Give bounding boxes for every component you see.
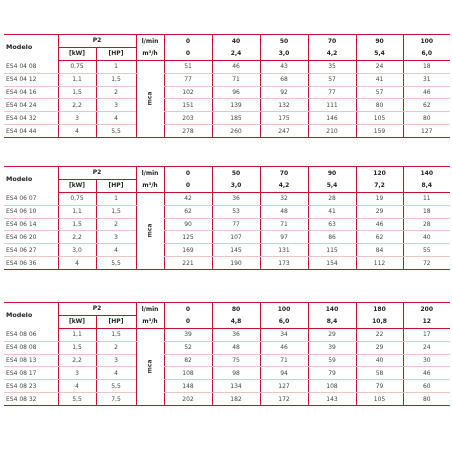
power-kw: 4	[58, 380, 96, 393]
head-value: 71	[260, 218, 308, 231]
head-value: 28	[308, 192, 356, 205]
power-hp: 4	[96, 367, 136, 380]
model-code: ES4 06 10	[4, 205, 58, 218]
flow-lmin: 90	[356, 35, 403, 48]
head-value: 98	[212, 367, 260, 380]
table-row	[4, 231, 450, 244]
head-value: 28	[403, 218, 450, 231]
pump-table-es4-06	[4, 166, 450, 270]
header-kw: [kW]	[58, 179, 96, 192]
table-row	[4, 380, 450, 393]
head-value: 63	[308, 218, 356, 231]
head-value: 62	[403, 99, 450, 112]
head-value: 151	[164, 99, 212, 112]
header-kw: [kW]	[58, 315, 96, 328]
head-value: 115	[308, 244, 356, 257]
head-value: 59	[308, 354, 356, 367]
model-code: ES4 06 36	[4, 257, 58, 270]
header-p2: P2	[58, 35, 136, 48]
power-kw: 1,1	[58, 205, 96, 218]
head-value: 154	[308, 257, 356, 270]
head-value: 19	[356, 192, 403, 205]
power-hp: 1,5	[96, 73, 136, 86]
table-row	[4, 354, 450, 367]
power-kw: 1,1	[58, 73, 96, 86]
power-hp: 2	[96, 86, 136, 99]
flow-m3h: 8,4	[308, 315, 356, 328]
head-value: 39	[308, 341, 356, 354]
head-value: 202	[164, 393, 212, 406]
power-hp: 4	[96, 244, 136, 257]
table-row	[4, 73, 450, 86]
head-value: 29	[356, 205, 403, 218]
table-row	[4, 99, 450, 112]
head-value: 71	[260, 354, 308, 367]
power-kw: 3	[58, 367, 96, 380]
power-hp: 5,5	[96, 125, 136, 138]
flow-lmin: 140	[403, 167, 450, 180]
model-code: ES4 04 32	[4, 112, 58, 125]
head-value: 159	[356, 125, 403, 138]
power-kw: 4	[58, 125, 96, 138]
head-value: 36	[212, 328, 260, 341]
model-code: ES4 04 12	[4, 73, 58, 86]
power-kw: 2,2	[58, 99, 96, 112]
head-value: 182	[212, 393, 260, 406]
head-value: 102	[164, 86, 212, 99]
head-value: 41	[308, 205, 356, 218]
model-code: ES4 06 14	[4, 218, 58, 231]
header-m3h: m³/h	[136, 47, 164, 60]
head-value: 29	[356, 341, 403, 354]
unit-mca: mca	[136, 192, 164, 269]
power-kw: 3,0	[58, 244, 96, 257]
model-code: ES4 08 32	[4, 393, 58, 406]
head-value: 46	[356, 218, 403, 231]
power-hp: 5,5	[96, 380, 136, 393]
flow-m3h: 0	[164, 315, 212, 328]
head-value: 173	[260, 257, 308, 270]
header-modelo: Modelo	[4, 303, 58, 329]
header-p2: P2	[58, 167, 136, 180]
flow-lmin: 50	[212, 167, 260, 180]
head-value: 80	[403, 112, 450, 125]
power-hp: 1,5	[96, 328, 136, 341]
header-m3h: m³/h	[136, 315, 164, 328]
head-value: 48	[260, 205, 308, 218]
head-value: 203	[164, 112, 212, 125]
head-value: 247	[260, 125, 308, 138]
head-value: 278	[164, 125, 212, 138]
power-hp: 5,5	[96, 257, 136, 270]
head-value: 75	[212, 354, 260, 367]
header-hp: [HP]	[96, 179, 136, 192]
power-hp: 2	[96, 218, 136, 231]
head-value: 134	[212, 380, 260, 393]
header-hp: [HP]	[96, 315, 136, 328]
flow-lmin: 140	[308, 303, 356, 316]
head-value: 131	[260, 244, 308, 257]
table-row	[4, 328, 450, 341]
head-value: 40	[403, 231, 450, 244]
head-value: 79	[308, 367, 356, 380]
head-value: 34	[260, 328, 308, 341]
head-value: 32	[260, 192, 308, 205]
flow-lmin: 0	[164, 303, 212, 316]
power-kw: 0,75	[58, 60, 96, 73]
head-value: 58	[356, 367, 403, 380]
head-value: 18	[403, 205, 450, 218]
power-kw: 1,1	[58, 328, 96, 341]
flow-lmin: 120	[356, 167, 403, 180]
table-row	[4, 86, 450, 99]
head-value: 30	[403, 354, 450, 367]
header-p2: P2	[58, 303, 136, 316]
head-value: 17	[403, 328, 450, 341]
power-kw: 5,5	[58, 393, 96, 406]
head-value: 39	[164, 328, 212, 341]
flow-m3h: 6,0	[403, 47, 450, 60]
flow-lmin: 70	[260, 167, 308, 180]
head-value: 169	[164, 244, 212, 257]
table-row	[4, 367, 450, 380]
head-value: 260	[212, 125, 260, 138]
head-value: 92	[260, 86, 308, 99]
header-lmin: l/min	[136, 35, 164, 48]
pump-table-es4-08	[4, 302, 450, 406]
model-code: ES4 04 08	[4, 60, 58, 73]
head-value: 84	[356, 244, 403, 257]
flow-m3h: 0	[164, 47, 212, 60]
flow-m3h: 2,4	[212, 47, 260, 60]
flow-lmin: 50	[260, 35, 308, 48]
head-value: 172	[260, 393, 308, 406]
head-value: 57	[356, 86, 403, 99]
power-hp: 1,5	[96, 205, 136, 218]
flow-m3h: 4,8	[212, 315, 260, 328]
head-value: 31	[403, 73, 450, 86]
head-value: 18	[403, 60, 450, 73]
flow-m3h: 10,8	[356, 315, 403, 328]
flow-lmin: 90	[308, 167, 356, 180]
head-value: 55	[403, 244, 450, 257]
head-value: 96	[212, 86, 260, 99]
head-value: 77	[212, 218, 260, 231]
head-value: 190	[212, 257, 260, 270]
head-value: 80	[356, 99, 403, 112]
head-value: 72	[403, 257, 450, 270]
head-value: 108	[164, 367, 212, 380]
table-row	[4, 341, 450, 354]
power-hp: 2	[96, 341, 136, 354]
head-value: 210	[308, 125, 356, 138]
header-lmin: l/min	[136, 303, 164, 316]
flow-lmin: 100	[403, 35, 450, 48]
model-code: ES4 04 44	[4, 125, 58, 138]
flow-m3h: 5,4	[356, 47, 403, 60]
flow-lmin: 40	[212, 35, 260, 48]
head-value: 79	[356, 380, 403, 393]
head-value: 125	[164, 231, 212, 244]
head-value: 35	[308, 60, 356, 73]
power-hp: 4	[96, 112, 136, 125]
head-value: 52	[164, 341, 212, 354]
head-value: 60	[403, 380, 450, 393]
head-value: 132	[260, 99, 308, 112]
head-value: 127	[260, 380, 308, 393]
power-hp: 3	[96, 99, 136, 112]
header-lmin: l/min	[136, 167, 164, 180]
flow-m3h: 5,4	[308, 179, 356, 192]
head-value: 29	[308, 328, 356, 341]
flow-m3h: 8,4	[403, 179, 450, 192]
flow-m3h: 3,0	[260, 47, 308, 60]
header-modelo: Modelo	[4, 167, 58, 193]
flow-m3h: 4,2	[260, 179, 308, 192]
head-value: 48	[212, 341, 260, 354]
head-value: 185	[212, 112, 260, 125]
model-code: ES4 06 20	[4, 231, 58, 244]
head-value: 11	[403, 192, 450, 205]
power-hp: 3	[96, 354, 136, 367]
flow-m3h: 7,2	[356, 179, 403, 192]
flow-lmin: 0	[164, 35, 212, 48]
head-value: 82	[164, 354, 212, 367]
table-row	[4, 125, 450, 138]
power-hp: 1	[96, 192, 136, 205]
header-modelo: Modelo	[4, 35, 58, 61]
head-value: 46	[403, 86, 450, 99]
power-kw: 2,2	[58, 354, 96, 367]
flow-m3h: 12	[403, 315, 450, 328]
head-value: 221	[164, 257, 212, 270]
head-value: 77	[308, 86, 356, 99]
head-value: 24	[403, 341, 450, 354]
unit-mca: mca	[136, 328, 164, 405]
head-value: 62	[164, 205, 212, 218]
head-value: 127	[403, 125, 450, 138]
head-value: 40	[356, 354, 403, 367]
power-hp: 1	[96, 60, 136, 73]
head-value: 148	[164, 380, 212, 393]
head-value: 41	[356, 73, 403, 86]
head-value: 68	[260, 73, 308, 86]
head-value: 146	[308, 112, 356, 125]
table-row	[4, 192, 450, 205]
head-value: 107	[212, 231, 260, 244]
power-hp: 7,5	[96, 393, 136, 406]
table-row	[4, 218, 450, 231]
head-value: 94	[260, 367, 308, 380]
head-value: 108	[308, 380, 356, 393]
power-kw: 1,5	[58, 218, 96, 231]
model-code: ES4 04 16	[4, 86, 58, 99]
table-row	[4, 205, 450, 218]
power-kw: 1,5	[58, 86, 96, 99]
head-value: 86	[308, 231, 356, 244]
flow-m3h: 6,0	[260, 315, 308, 328]
head-value: 42	[164, 192, 212, 205]
head-value: 46	[260, 341, 308, 354]
model-code: ES4 08 23	[4, 380, 58, 393]
head-value: 24	[356, 60, 403, 73]
flow-lmin: 180	[356, 303, 403, 316]
head-value: 97	[260, 231, 308, 244]
flow-lmin: 70	[308, 35, 356, 48]
power-kw: 0,75	[58, 192, 96, 205]
unit-mca: mca	[136, 60, 164, 137]
header-hp: [HP]	[96, 47, 136, 60]
table-row	[4, 244, 450, 257]
head-value: 105	[356, 112, 403, 125]
flow-lmin: 200	[403, 303, 450, 316]
power-kw: 1,5	[58, 341, 96, 354]
head-value: 139	[212, 99, 260, 112]
head-value: 111	[308, 99, 356, 112]
power-kw: 4	[58, 257, 96, 270]
head-value: 175	[260, 112, 308, 125]
header-kw: [kW]	[58, 47, 96, 60]
head-value: 145	[212, 244, 260, 257]
flow-m3h: 4,2	[308, 47, 356, 60]
flow-m3h: 0	[164, 179, 212, 192]
model-code: ES4 04 24	[4, 99, 58, 112]
head-value: 36	[212, 192, 260, 205]
flow-lmin: 0	[164, 167, 212, 180]
head-value: 46	[212, 60, 260, 73]
head-value: 71	[212, 73, 260, 86]
table-row	[4, 60, 450, 73]
table-row	[4, 393, 450, 406]
model-code: ES4 06 27	[4, 244, 58, 257]
head-value: 105	[356, 393, 403, 406]
power-kw: 3	[58, 112, 96, 125]
head-value: 46	[403, 367, 450, 380]
table-row	[4, 112, 450, 125]
power-hp: 3	[96, 231, 136, 244]
model-code: ES4 06 07	[4, 192, 58, 205]
head-value: 77	[164, 73, 212, 86]
head-value: 80	[403, 393, 450, 406]
head-value: 57	[308, 73, 356, 86]
head-value: 62	[356, 231, 403, 244]
table-row	[4, 257, 450, 270]
header-m3h: m³/h	[136, 179, 164, 192]
model-code: ES4 08 13	[4, 354, 58, 367]
head-value: 143	[308, 393, 356, 406]
head-value: 90	[164, 218, 212, 231]
model-code: ES4 08 08	[4, 341, 58, 354]
head-value: 53	[212, 205, 260, 218]
head-value: 43	[260, 60, 308, 73]
flow-lmin: 100	[260, 303, 308, 316]
model-code: ES4 08 17	[4, 367, 58, 380]
pump-table-es4-04	[4, 34, 450, 138]
power-kw: 2,2	[58, 231, 96, 244]
head-value: 112	[356, 257, 403, 270]
flow-m3h: 3,0	[212, 179, 260, 192]
head-value: 22	[356, 328, 403, 341]
flow-lmin: 80	[212, 303, 260, 316]
model-code: ES4 08 06	[4, 328, 58, 341]
head-value: 51	[164, 60, 212, 73]
